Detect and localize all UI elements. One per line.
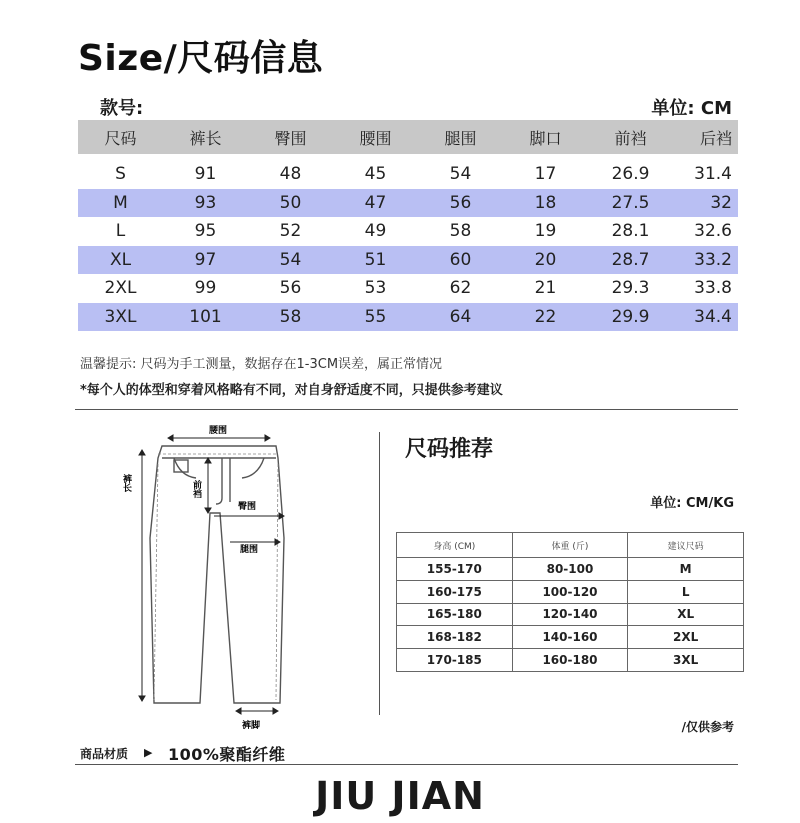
table-cell: M (78, 189, 163, 218)
table-cell: 28.7 (588, 246, 673, 275)
table-cell: 49 (364, 221, 387, 242)
header-weight: 体重 (斤) (512, 533, 628, 558)
table-cell: 55 (333, 303, 418, 332)
table-cell: 18 (503, 189, 588, 218)
table-cell: 100-120 (512, 580, 628, 603)
header-back-rise: 后裆 (673, 120, 738, 154)
size-table-header-row (78, 120, 738, 154)
table-cell: 53 (364, 278, 387, 299)
size-table (78, 120, 738, 331)
diagram-label-length: 裤长 (121, 474, 131, 492)
table-row (397, 558, 744, 581)
material-label: 商品材质 (80, 747, 129, 761)
fit-disclaimer: *每个人的体型和穿着风格略有不同，对自身舒适度不同，只提供参考建议 (80, 383, 503, 398)
table-cell: 21 (534, 278, 557, 299)
table-row (397, 649, 744, 672)
table-cell: 22 (503, 303, 588, 332)
measurement-note: 温馨提示: 尺码为手工测量，数据存在1-3CM误差，属正常情况 (80, 357, 443, 372)
table-cell: 32.6 (694, 221, 732, 242)
header-thigh: 腿围 (418, 120, 503, 154)
table-cell: 60 (418, 246, 503, 275)
brand-logo: JIU JIAN (315, 774, 485, 818)
header-height: 身高 (CM) (397, 533, 513, 558)
diagram-label-hip: 臀围 (238, 502, 257, 512)
footer-divider (75, 764, 738, 765)
table-cell: 54 (449, 164, 472, 185)
table-cell: 56 (418, 189, 503, 218)
table-row (78, 274, 738, 303)
header-size: 尺码 (78, 120, 163, 154)
table-cell: 2XL (104, 278, 137, 299)
table-cell: 19 (534, 221, 557, 242)
table-cell: 47 (333, 189, 418, 218)
table-row (397, 626, 744, 649)
table-cell: L (115, 221, 126, 242)
table-cell: 170-185 (397, 649, 513, 672)
table-cell: 48 (279, 164, 302, 185)
table-cell: 95 (194, 221, 217, 242)
table-cell: 58 (449, 221, 472, 242)
table-cell: 50 (248, 189, 333, 218)
pants-measurement-diagram (118, 418, 288, 738)
header-length: 裤长 (163, 120, 248, 154)
table-cell: 28.1 (611, 221, 650, 242)
table-cell: 93 (163, 189, 248, 218)
material-value: 100%聚酯纤维 (168, 745, 286, 764)
table-cell: 168-182 (397, 626, 513, 649)
table-cell: 29.3 (611, 278, 650, 299)
table-cell: 140-160 (512, 626, 628, 649)
recommendation-unit: 单位: CM/KG (650, 496, 734, 511)
page-title: Size/尺码信息 (78, 38, 324, 79)
pants-outline-icon (150, 446, 284, 703)
table-cell: 33.2 (673, 246, 738, 275)
diagram-label-thigh: 腿围 (240, 545, 259, 555)
table-cell: 26.9 (611, 164, 650, 185)
table-cell: XL (628, 603, 744, 626)
table-cell: 3XL (78, 303, 163, 332)
header-suggested-size: 建议尺码 (628, 533, 744, 558)
table-cell: 165-180 (397, 603, 513, 626)
table-cell: 155-170 (397, 558, 513, 581)
play-arrow-icon: ▶ (144, 746, 153, 759)
table-row (397, 603, 744, 626)
table-cell: L (628, 580, 744, 603)
table-cell: 62 (449, 278, 472, 299)
table-cell: XL (78, 246, 163, 275)
diagram-label-front-rise: 前裆 (191, 480, 201, 498)
table-row (78, 154, 738, 189)
table-cell: 29.9 (588, 303, 673, 332)
table-cell: 45 (364, 164, 387, 185)
table-cell: 51 (333, 246, 418, 275)
section-divider-vertical (379, 432, 380, 715)
table-cell: M (628, 558, 744, 581)
table-cell: 32 (673, 189, 738, 218)
table-cell: 97 (163, 246, 248, 275)
table-cell: 52 (279, 221, 302, 242)
table-cell: 31.4 (694, 164, 732, 185)
table-cell: 17 (534, 164, 557, 185)
table-cell: 91 (194, 164, 217, 185)
table-row (78, 246, 738, 275)
table-cell: 54 (248, 246, 333, 275)
recommendation-table (396, 532, 744, 672)
table-cell: 101 (163, 303, 248, 332)
table-cell: 99 (194, 278, 217, 299)
recommendation-footnote: /仅供参考 (681, 720, 734, 734)
diagram-label-hem: 裤脚 (242, 721, 261, 731)
table-cell: 120-140 (512, 603, 628, 626)
table-cell: 3XL (628, 649, 744, 672)
style-number-label: 款号: (100, 98, 144, 119)
table-cell: S (115, 164, 126, 185)
table-cell: 58 (248, 303, 333, 332)
table-cell: 34.4 (673, 303, 738, 332)
table-cell: 160-180 (512, 649, 628, 672)
header-waist: 腰围 (333, 120, 418, 154)
header-front-rise: 前裆 (588, 120, 673, 154)
table-cell: 20 (503, 246, 588, 275)
header-hem: 脚口 (503, 120, 588, 154)
table-cell: 56 (279, 278, 302, 299)
table-cell: 80-100 (512, 558, 628, 581)
recommendation-title: 尺码推荐 (405, 437, 494, 462)
unit-label: 单位: CM (651, 98, 732, 119)
recommendation-header-row (397, 533, 744, 558)
table-cell: 64 (418, 303, 503, 332)
table-cell: 2XL (628, 626, 744, 649)
table-row (78, 303, 738, 332)
table-row (78, 189, 738, 218)
header-hip: 臀围 (248, 120, 333, 154)
table-row (397, 580, 744, 603)
table-cell: 27.5 (588, 189, 673, 218)
table-row (78, 217, 738, 246)
diagram-label-waist: 腰围 (209, 426, 228, 436)
section-divider (75, 409, 738, 410)
table-cell: 33.8 (694, 278, 732, 299)
table-cell: 160-175 (397, 580, 513, 603)
